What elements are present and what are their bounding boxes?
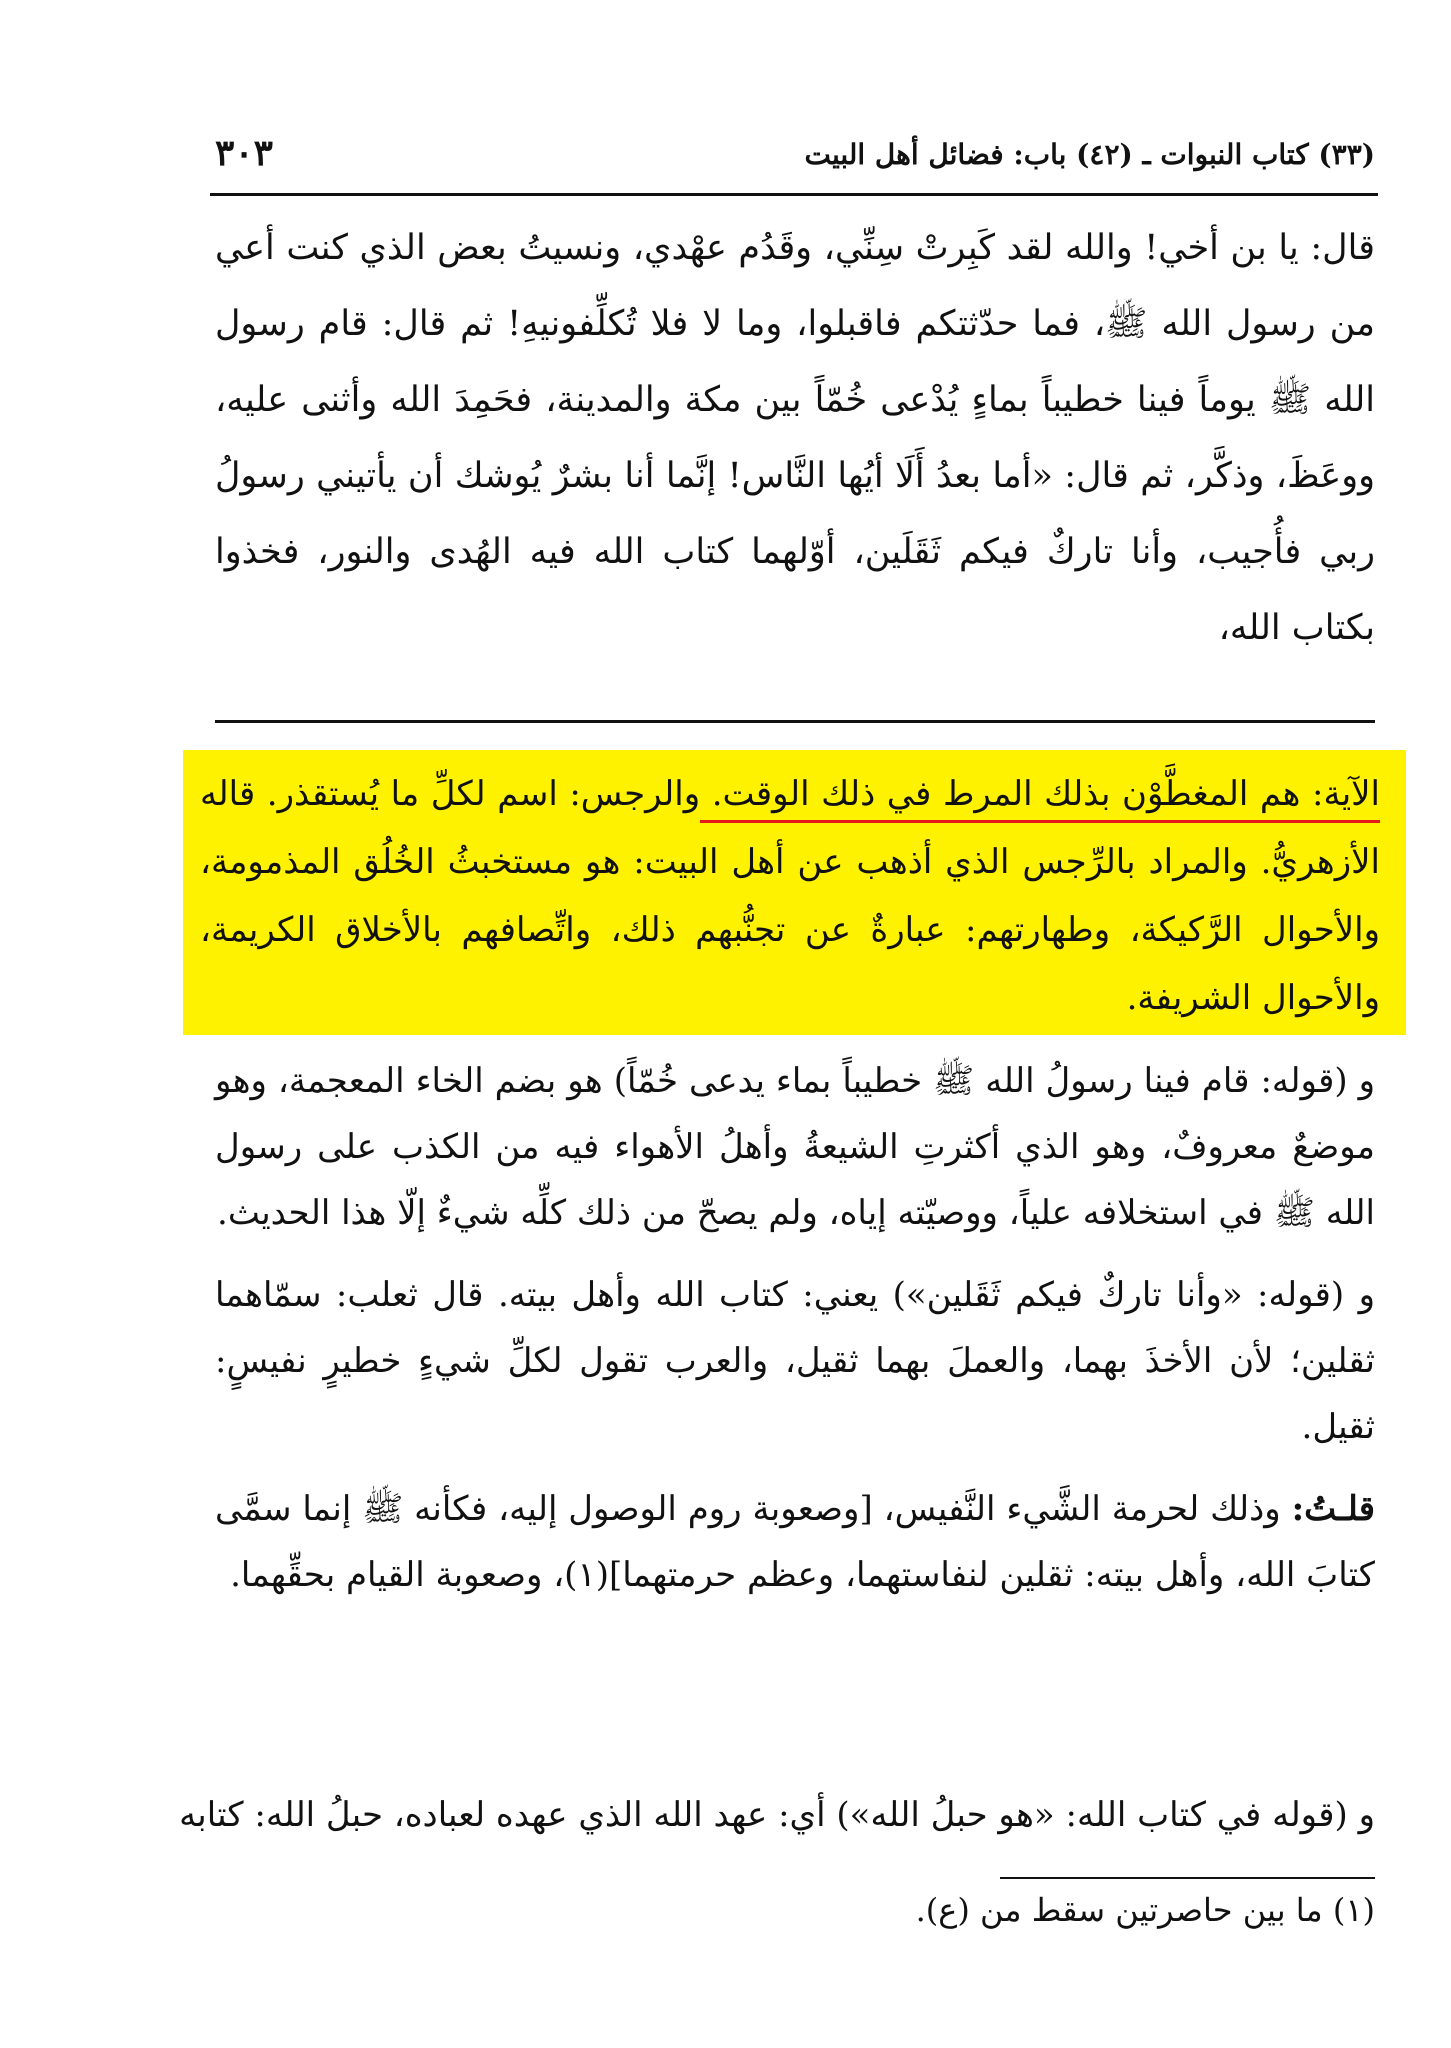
- qultu-label: قلـتُ:: [1291, 1489, 1375, 1529]
- highlighted-commentary: [200, 760, 1380, 1032]
- commentary-paragraph-1: و (قوله: قام فينا رسولُ الله ﷺ خطيباً بماء يدعى خُمّاً) هو بضم الخاء المعجمة، وهو موضعٌ معروفٌ، وهو الذي أكثرتِ الشيعةُ وأهلُ الأهواء فيه من الكذب على رسول الله ﷺ في استخلافه علياً، ووصيّته إياه، ولم يصحّ من ذلك كلِّه شيءٌ إلّا هذا الحديث.: [215, 1061, 1375, 1233]
- commentary-paragraph-2: و (قوله: «وأنا تاركٌ فيكم ثَقَلين») يعني: كتاب الله وأهل بيته. قال ثعلب: سمّاهما ثقلين؛ لأن الأخذَ بهما، والعملَ بهما ثقيل، والعرب تقول لكلِّ شيءٍ خطيرٍ نفيسٍ: ثقيل.: [215, 1275, 1375, 1447]
- footnote: [215, 1885, 1375, 1935]
- hadith-paragraph: قال: يا بن أخي! والله لقد كَبِرتْ سِنِّي، وقَدُم عهْدي، ونسيتُ بعض الذي كنت أعي من رسول الله ﷺ، فما حدّثتكم فاقبلوا، وما لا فلا تُكلِّفونيهِ! ثم قال: قام رسول الله ﷺ يوماً فينا خطيباً بماءٍ يُدْعى خُمّاً بين مكة والمدينة، فحَمِدَ الله وأثنى عليه، ووعَظَ، وذكَّر، ثم قال: «أما بعدُ أَلَا أيُها النَّاس! إنَّما أنا بشرٌ يُوشك أن يأتيني رسولُ ربي فأُجيب، وأنا تاركٌ فيكم ثَقَلَين، أوّلهما كتاب الله فيه الهُدى والنور، فخذوا بكتاب الله،: [215, 228, 1375, 648]
- hadith-text: [215, 210, 1375, 666]
- commentary-text: [215, 1048, 1375, 1624]
- running-title: (٣٣) كتاب النبوات ـ (٤٢) باب: فضائل أهل البيت: [804, 138, 1375, 171]
- header-rule: [210, 193, 1378, 196]
- commentary-paragraph-3: [215, 1476, 1375, 1608]
- footnote-text: (١) ما بين حاصرتين سقط من (ع).: [915, 1891, 1375, 1929]
- page-number: ٣٠٣: [215, 132, 274, 174]
- highlighted-paragraph: الآية: هم المغطَّوْن بذلك المرط في ذلك الوقت. والرجس: اسم لكلِّ ما يُستقذر. قاله الأزهريُّ. والمراد بالرِّجس الذي أذهب عن أهل البيت: هو مستخبثُ الخُلُق المذمومة، والأحوال الرَّكيكة، وطهارتهم: عبارةٌ عن تجنُّبهم ذلك، واتِّصافهم بالأخلاق الكريمة، والأحوال الشريفة.: [200, 774, 1381, 1018]
- commentary-paragraph-3-text: وذلك لحرمة الشَّيء النَّفيس، [وصعوبة روم الوصول إليه، فكأنه ﷺ إنما سمَّى كتابَ الله، وأهل بيته: ثقلين لنفاستهما، وعظم حرمتهما](١)، وصعوبة القيام بحقِّهما.: [215, 1489, 1375, 1595]
- section-divider: [215, 720, 1375, 723]
- continuation-line: [150, 1785, 1375, 1845]
- page-header: [215, 130, 1375, 190]
- continuation-paragraph: و (قوله في كتاب الله: «هو حبلُ الله») أي: عهد الله الذي عهده لعباده، حبلُ الله: كتابه: [179, 1795, 1375, 1835]
- footnote-rule: [1000, 1877, 1375, 1879]
- red-underline: [700, 820, 1380, 823]
